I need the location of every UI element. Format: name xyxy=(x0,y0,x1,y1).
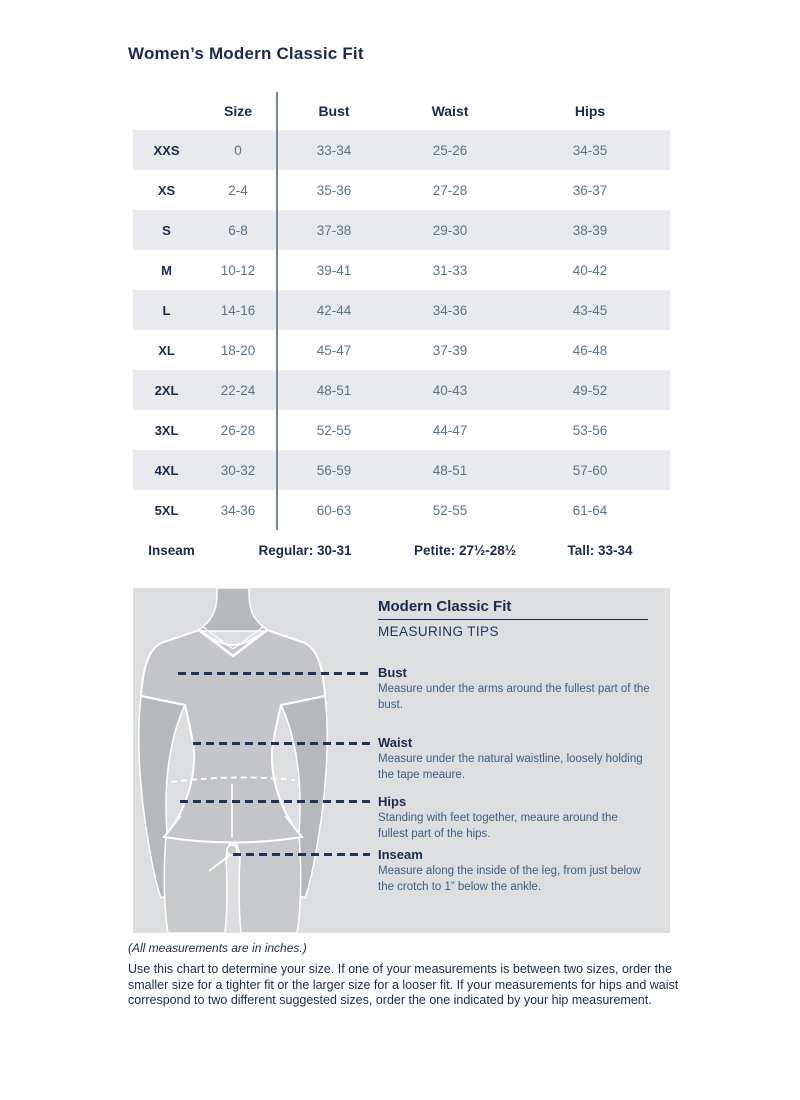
size-number-cell: 10-12 xyxy=(220,262,256,278)
table-row xyxy=(133,370,670,410)
hips-cell: 34-35 xyxy=(572,142,608,158)
measuring-tip xyxy=(378,735,650,783)
waist-cell: 48-51 xyxy=(432,462,468,478)
header-size: Size xyxy=(223,103,252,119)
table-row xyxy=(133,410,670,450)
measuring-tip xyxy=(378,794,650,842)
table-row xyxy=(133,490,670,530)
measuring-tip xyxy=(378,847,650,895)
units-note: (All measurements are in inches.) xyxy=(128,941,307,955)
inseam-regular: Regular: 30-31 xyxy=(258,542,352,558)
table-row xyxy=(133,450,670,490)
hips-cell: 57-60 xyxy=(572,462,608,478)
tip-text: Standing with feet together, meaure around the fullest part of the hips. xyxy=(378,812,618,840)
body-figure-illustration xyxy=(133,588,353,933)
size-number-cell: 2-4 xyxy=(228,182,248,198)
bust-cell: 42-44 xyxy=(276,290,390,330)
waist-cell: 27-28 xyxy=(432,182,468,198)
size-label-cell: 4XL xyxy=(154,462,179,478)
tip-text: Measure along the inside of the leg, from just below the crotch to 1” below the ankle. xyxy=(378,865,641,893)
table-row xyxy=(133,210,670,250)
tip-label: Waist xyxy=(378,735,413,750)
hips-cell: 40-42 xyxy=(572,262,608,278)
size-number-cell: 30-32 xyxy=(220,462,256,478)
header-hips: Hips xyxy=(574,103,606,119)
tips-header xyxy=(378,598,648,639)
bust-cell: 35-36 xyxy=(276,170,390,210)
hips-cell: 43-45 xyxy=(572,302,608,318)
size-number-cell: 18-20 xyxy=(220,342,256,358)
size-label-cell: 5XL xyxy=(154,502,179,518)
table-row xyxy=(133,130,670,170)
waist-measure-line xyxy=(193,742,370,745)
bust-cell: 37-38 xyxy=(276,210,390,250)
waist-cell: 44-47 xyxy=(432,422,468,438)
waist-cell: 37-39 xyxy=(432,342,468,358)
size-label-cell: XXS xyxy=(153,142,180,158)
inseam-petite: Petite: 27½-28½ xyxy=(413,542,517,558)
bust-cell: 45-47 xyxy=(276,330,390,370)
size-number-cell: 6-8 xyxy=(228,222,248,238)
size-number-cell: 34-36 xyxy=(220,502,256,518)
bust-cell: 56-59 xyxy=(276,450,390,490)
waist-cell: 29-30 xyxy=(432,222,468,238)
waist-cell: 40-43 xyxy=(432,382,468,398)
bust-cell: 60-63 xyxy=(276,490,390,530)
size-number-cell: 22-24 xyxy=(220,382,256,398)
hips-cell: 53-56 xyxy=(572,422,608,438)
table-row xyxy=(133,250,670,290)
hips-cell: 61-64 xyxy=(572,502,608,518)
hips-cell: 38-39 xyxy=(572,222,608,238)
table-header-row xyxy=(133,92,670,130)
tips-title: Modern Classic Fit xyxy=(378,598,648,620)
page-title: Women’s Modern Classic Fit xyxy=(128,44,364,63)
hips-cell: 46-48 xyxy=(572,342,608,358)
size-label-cell: 3XL xyxy=(154,422,179,438)
waist-cell: 34-36 xyxy=(432,302,468,318)
table-row xyxy=(133,290,670,330)
inseam-label: Inseam xyxy=(148,542,195,558)
hips-cell: 49-52 xyxy=(572,382,608,398)
tip-label: Hips xyxy=(378,794,407,809)
hips-cell: 36-37 xyxy=(572,182,608,198)
bust-measure-line xyxy=(178,672,370,675)
measuring-tips-panel xyxy=(133,588,670,933)
table-body xyxy=(133,130,670,530)
waist-cell: 25-26 xyxy=(432,142,468,158)
size-label-cell: XL xyxy=(158,342,175,358)
hips-measure-line xyxy=(180,800,370,803)
tip-text: Measure under the natural waistline, loosely holding the tape meaure. xyxy=(378,753,643,781)
waist-cell: 31-33 xyxy=(432,262,468,278)
size-label-cell: XS xyxy=(157,182,176,198)
size-label-cell: S xyxy=(162,222,171,238)
size-chart-table xyxy=(133,92,670,530)
bust-cell: 48-51 xyxy=(276,370,390,410)
bust-cell: 39-41 xyxy=(276,250,390,290)
header-waist: Waist xyxy=(431,103,469,119)
tip-text: Measure under the arms around the fullest part of the bust. xyxy=(378,683,650,711)
size-number-cell: 26-28 xyxy=(220,422,256,438)
inseam-row xyxy=(133,530,670,570)
sizing-instructions: Use this chart to determine your size. If one of your measurements is between two sizes, order the smaller size for a tighter fit or the larger size for a looser fit. If your measurements for hips and waist correspond to two different suggested sizes, order the one indicated by your hip measurement. xyxy=(128,962,679,1007)
bust-cell: 52-55 xyxy=(276,410,390,450)
bust-cell: 33-34 xyxy=(276,130,390,170)
measuring-tip xyxy=(378,665,650,713)
size-label-cell: L xyxy=(162,302,171,318)
size-number-cell: 14-16 xyxy=(220,302,256,318)
inseam-tall: Tall: 33-34 xyxy=(567,542,633,558)
size-label-cell: M xyxy=(161,262,172,278)
tip-label: Bust xyxy=(378,665,407,680)
size-label-cell: 2XL xyxy=(154,382,179,398)
table-row xyxy=(133,170,670,210)
header-bust: Bust xyxy=(276,92,390,130)
inseam-measure-line xyxy=(233,853,370,856)
tips-subtitle: MEASURING TIPS xyxy=(378,624,499,639)
tip-label: Inseam xyxy=(378,847,423,862)
size-number-cell: 0 xyxy=(234,142,242,158)
table-row xyxy=(133,330,670,370)
waist-cell: 52-55 xyxy=(432,502,468,518)
